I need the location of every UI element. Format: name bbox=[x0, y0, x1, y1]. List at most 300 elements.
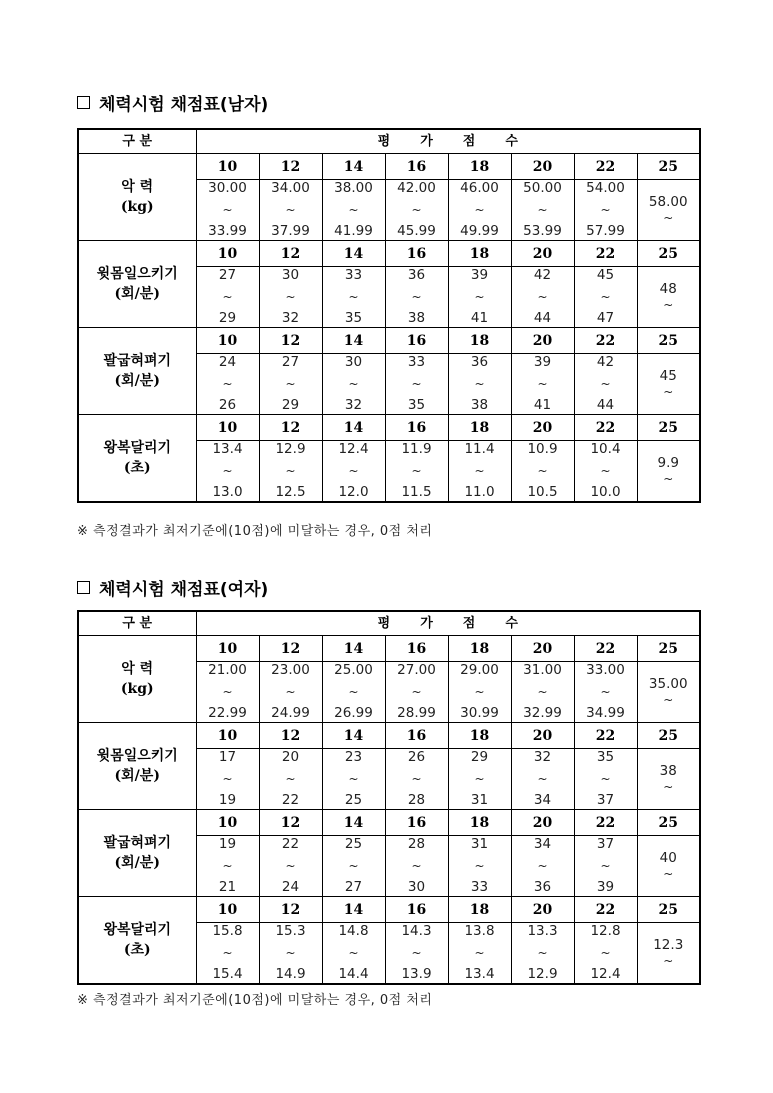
top-range-cell bbox=[637, 662, 700, 723]
range-low: 30 bbox=[281, 267, 300, 283]
range-tilde: ~ bbox=[411, 464, 422, 478]
range-cell bbox=[196, 180, 259, 241]
points-row bbox=[78, 328, 700, 354]
top-range-values bbox=[638, 182, 700, 238]
range-high: 41 bbox=[470, 309, 489, 326]
top-tilde: ~ bbox=[663, 472, 674, 487]
points-cell: 25 bbox=[637, 154, 700, 180]
range-tilde: ~ bbox=[474, 772, 485, 786]
range-values bbox=[323, 269, 385, 325]
range-cell bbox=[385, 836, 448, 897]
range-tilde: ~ bbox=[222, 772, 233, 786]
points-cell: 25 bbox=[637, 241, 700, 267]
range-values bbox=[386, 838, 448, 894]
points-cell: 22 bbox=[574, 723, 637, 749]
range-cell bbox=[259, 662, 322, 723]
range-cell bbox=[448, 180, 511, 241]
points-cell: 25 bbox=[637, 415, 700, 441]
range-high: 12.9 bbox=[527, 965, 558, 982]
male-title-text: 체력시험 채점표(남자) bbox=[99, 94, 269, 115]
range-low: 29 bbox=[470, 749, 489, 765]
range-tilde: ~ bbox=[600, 946, 611, 960]
points-cell: 10 bbox=[196, 415, 259, 441]
range-high: 13.0 bbox=[212, 483, 243, 500]
range-low: 21.00 bbox=[208, 662, 247, 678]
header-score-char: 가 bbox=[420, 616, 433, 631]
range-values bbox=[260, 838, 322, 894]
male-table-title bbox=[77, 90, 268, 114]
range-low: 13.3 bbox=[527, 923, 558, 939]
range-high: 30.99 bbox=[460, 704, 499, 721]
range-high: 15.4 bbox=[212, 965, 243, 982]
range-tilde: ~ bbox=[537, 464, 548, 478]
points-cell: 18 bbox=[448, 415, 511, 441]
points-cell: 16 bbox=[385, 723, 448, 749]
range-cell bbox=[448, 267, 511, 328]
range-tilde: ~ bbox=[411, 377, 422, 391]
range-cell bbox=[196, 923, 259, 985]
range-cell bbox=[385, 267, 448, 328]
range-tilde: ~ bbox=[474, 685, 485, 699]
range-low: 12.9 bbox=[275, 441, 306, 457]
female-table-title bbox=[77, 575, 268, 599]
range-cell bbox=[385, 749, 448, 810]
range-values bbox=[512, 925, 574, 981]
range-cell bbox=[196, 267, 259, 328]
range-tilde: ~ bbox=[474, 377, 485, 391]
range-high: 32 bbox=[344, 396, 363, 413]
range-values bbox=[386, 356, 448, 412]
range-cell bbox=[385, 441, 448, 503]
range-low: 26 bbox=[407, 749, 426, 765]
range-tilde: ~ bbox=[411, 772, 422, 786]
range-cell bbox=[322, 749, 385, 810]
points-cell: 12 bbox=[259, 154, 322, 180]
male-score-section bbox=[77, 90, 699, 550]
event-label bbox=[78, 328, 196, 415]
range-low: 14.8 bbox=[338, 923, 369, 939]
range-tilde: ~ bbox=[600, 859, 611, 873]
points-cell: 16 bbox=[385, 241, 448, 267]
points-cell: 10 bbox=[196, 810, 259, 836]
range-values bbox=[260, 664, 322, 720]
range-high: 38 bbox=[407, 309, 426, 326]
top-range-values bbox=[638, 269, 700, 325]
range-tilde: ~ bbox=[411, 859, 422, 873]
range-tilde: ~ bbox=[285, 946, 296, 960]
points-cell: 25 bbox=[637, 810, 700, 836]
range-high: 12.4 bbox=[590, 965, 621, 982]
top-value: 12.3 bbox=[653, 936, 684, 953]
range-values bbox=[197, 751, 259, 807]
range-values bbox=[449, 269, 511, 325]
range-tilde: ~ bbox=[537, 290, 548, 304]
points-cell: 14 bbox=[322, 810, 385, 836]
range-tilde: ~ bbox=[600, 685, 611, 699]
points-cell: 18 bbox=[448, 636, 511, 662]
range-cell bbox=[574, 354, 637, 415]
points-cell: 10 bbox=[196, 241, 259, 267]
points-cell: 14 bbox=[322, 897, 385, 923]
range-low: 54.00 bbox=[586, 180, 625, 196]
range-values bbox=[323, 925, 385, 981]
range-high: 34.99 bbox=[586, 704, 625, 721]
range-low: 31 bbox=[470, 836, 489, 852]
range-low: 12.4 bbox=[338, 441, 369, 457]
range-high: 22.99 bbox=[208, 704, 247, 721]
range-low: 29.00 bbox=[460, 662, 499, 678]
top-value: 48 bbox=[659, 280, 677, 297]
range-tilde: ~ bbox=[537, 203, 548, 217]
points-row bbox=[78, 723, 700, 749]
female-score-table bbox=[77, 610, 701, 985]
range-cell bbox=[511, 836, 574, 897]
header-score-char: 가 bbox=[420, 134, 433, 149]
range-cell bbox=[511, 441, 574, 503]
range-values bbox=[449, 443, 511, 499]
range-low: 42 bbox=[533, 267, 552, 283]
range-cell bbox=[448, 836, 511, 897]
range-tilde: ~ bbox=[474, 859, 485, 873]
range-tilde: ~ bbox=[537, 685, 548, 699]
range-low: 27 bbox=[281, 354, 300, 370]
points-row bbox=[78, 415, 700, 441]
range-values bbox=[323, 356, 385, 412]
range-low: 27.00 bbox=[397, 662, 436, 678]
range-cell bbox=[322, 836, 385, 897]
range-values bbox=[575, 664, 637, 720]
range-low: 36 bbox=[470, 354, 489, 370]
range-values bbox=[197, 443, 259, 499]
range-high: 26 bbox=[218, 396, 237, 413]
event-label bbox=[78, 154, 196, 241]
range-cell bbox=[574, 662, 637, 723]
points-cell: 18 bbox=[448, 723, 511, 749]
event-name: 팔굽혀펴기 bbox=[103, 352, 172, 369]
points-cell: 10 bbox=[196, 723, 259, 749]
points-cell: 22 bbox=[574, 810, 637, 836]
range-values bbox=[512, 356, 574, 412]
points-cell: 25 bbox=[637, 636, 700, 662]
range-low: 34.00 bbox=[271, 180, 310, 196]
range-cell bbox=[322, 354, 385, 415]
range-cell bbox=[322, 662, 385, 723]
range-values bbox=[386, 751, 448, 807]
range-tilde: ~ bbox=[600, 772, 611, 786]
top-range-values bbox=[638, 443, 700, 499]
points-cell: 12 bbox=[259, 723, 322, 749]
range-values bbox=[386, 925, 448, 981]
range-high: 35 bbox=[344, 309, 363, 326]
range-tilde: ~ bbox=[600, 464, 611, 478]
range-cell bbox=[511, 354, 574, 415]
range-tilde: ~ bbox=[411, 946, 422, 960]
range-cell bbox=[574, 923, 637, 985]
range-tilde: ~ bbox=[222, 290, 233, 304]
range-low: 34 bbox=[533, 836, 552, 852]
range-cell bbox=[511, 180, 574, 241]
range-values bbox=[386, 664, 448, 720]
range-low: 35 bbox=[596, 749, 615, 765]
range-low: 20 bbox=[281, 749, 300, 765]
range-high: 10.5 bbox=[527, 483, 558, 500]
range-high: 44 bbox=[596, 396, 615, 413]
range-tilde: ~ bbox=[285, 772, 296, 786]
range-high: 57.99 bbox=[586, 222, 625, 239]
range-cell bbox=[385, 180, 448, 241]
points-cell: 12 bbox=[259, 636, 322, 662]
range-cell bbox=[196, 662, 259, 723]
event-label bbox=[78, 897, 196, 985]
range-values bbox=[260, 356, 322, 412]
range-low: 23 bbox=[344, 749, 363, 765]
points-cell: 20 bbox=[511, 241, 574, 267]
points-cell: 16 bbox=[385, 810, 448, 836]
top-tilde: ~ bbox=[663, 211, 674, 226]
range-cell bbox=[574, 749, 637, 810]
points-cell: 16 bbox=[385, 328, 448, 354]
points-cell: 20 bbox=[511, 897, 574, 923]
range-low: 39 bbox=[470, 267, 489, 283]
range-cell bbox=[385, 662, 448, 723]
range-tilde: ~ bbox=[348, 377, 359, 391]
range-cell bbox=[574, 267, 637, 328]
range-tilde: ~ bbox=[285, 377, 296, 391]
range-low: 33 bbox=[407, 354, 426, 370]
range-values bbox=[260, 269, 322, 325]
points-cell: 16 bbox=[385, 636, 448, 662]
range-values bbox=[260, 443, 322, 499]
range-high: 24.99 bbox=[271, 704, 310, 721]
range-high: 28.99 bbox=[397, 704, 436, 721]
range-values bbox=[449, 356, 511, 412]
range-low: 25 bbox=[344, 836, 363, 852]
range-cell bbox=[574, 836, 637, 897]
range-tilde: ~ bbox=[348, 203, 359, 217]
range-high: 37 bbox=[596, 791, 615, 808]
range-cell bbox=[322, 267, 385, 328]
range-high: 37.99 bbox=[271, 222, 310, 239]
points-row bbox=[78, 810, 700, 836]
range-low: 24 bbox=[218, 354, 237, 370]
range-tilde: ~ bbox=[474, 290, 485, 304]
range-cell bbox=[322, 441, 385, 503]
top-range-values bbox=[638, 925, 700, 981]
range-cell bbox=[448, 354, 511, 415]
top-range-cell bbox=[637, 180, 700, 241]
range-low: 14.3 bbox=[401, 923, 432, 939]
points-cell: 22 bbox=[574, 328, 637, 354]
range-low: 11.9 bbox=[401, 441, 432, 457]
range-high: 31 bbox=[470, 791, 489, 808]
header-score-char: 평 bbox=[377, 616, 391, 631]
points-cell: 20 bbox=[511, 154, 574, 180]
points-cell: 22 bbox=[574, 154, 637, 180]
range-tilde: ~ bbox=[411, 290, 422, 304]
range-low: 42 bbox=[596, 354, 615, 370]
range-low: 13.8 bbox=[464, 923, 495, 939]
range-low: 22 bbox=[281, 836, 300, 852]
points-row bbox=[78, 241, 700, 267]
range-tilde: ~ bbox=[600, 203, 611, 217]
range-values bbox=[512, 664, 574, 720]
points-cell: 22 bbox=[574, 241, 637, 267]
points-cell: 14 bbox=[322, 241, 385, 267]
points-cell: 20 bbox=[511, 810, 574, 836]
range-values bbox=[197, 269, 259, 325]
event-name: 윗몸일으키기 bbox=[96, 747, 178, 764]
range-tilde: ~ bbox=[537, 859, 548, 873]
range-cell bbox=[322, 180, 385, 241]
range-values bbox=[449, 838, 511, 894]
top-range-cell bbox=[637, 836, 700, 897]
range-values bbox=[197, 838, 259, 894]
range-high: 36 bbox=[533, 878, 552, 895]
header-score-char: 수 bbox=[505, 134, 518, 149]
points-cell: 25 bbox=[637, 328, 700, 354]
range-cell bbox=[259, 441, 322, 503]
range-values bbox=[512, 838, 574, 894]
range-cell bbox=[259, 267, 322, 328]
points-cell: 12 bbox=[259, 415, 322, 441]
range-high: 14.9 bbox=[275, 965, 306, 982]
range-values bbox=[386, 269, 448, 325]
event-name: 왕복달리기 bbox=[103, 921, 172, 938]
range-high: 34 bbox=[533, 791, 552, 808]
range-low: 33.00 bbox=[586, 662, 625, 678]
range-low: 30.00 bbox=[208, 180, 247, 196]
event-unit: (초) bbox=[123, 942, 151, 958]
range-high: 21 bbox=[218, 878, 237, 895]
event-unit: (kg) bbox=[120, 681, 154, 697]
top-tilde: ~ bbox=[663, 298, 674, 313]
range-cell bbox=[448, 749, 511, 810]
event-label bbox=[78, 723, 196, 810]
top-range-cell bbox=[637, 441, 700, 503]
header-score-char: 점 bbox=[462, 134, 476, 149]
range-values bbox=[575, 925, 637, 981]
range-high: 47 bbox=[596, 309, 615, 326]
range-tilde: ~ bbox=[222, 377, 233, 391]
range-tilde: ~ bbox=[348, 290, 359, 304]
male-note: ※ 측정결과가 최저기준에(10점)에 미달하는 경우, 0점 처리 bbox=[77, 523, 433, 539]
range-values bbox=[575, 751, 637, 807]
range-low: 23.00 bbox=[271, 662, 310, 678]
range-low: 38.00 bbox=[334, 180, 373, 196]
range-tilde: ~ bbox=[222, 464, 233, 478]
points-cell: 12 bbox=[259, 241, 322, 267]
range-values bbox=[575, 443, 637, 499]
range-low: 33 bbox=[344, 267, 363, 283]
range-high: 13.4 bbox=[464, 965, 495, 982]
range-tilde: ~ bbox=[222, 946, 233, 960]
points-row bbox=[78, 154, 700, 180]
event-unit: (회/분) bbox=[114, 855, 160, 871]
event-name: 악 력 bbox=[121, 178, 154, 195]
points-cell: 12 bbox=[259, 810, 322, 836]
points-cell: 25 bbox=[637, 723, 700, 749]
points-cell: 20 bbox=[511, 328, 574, 354]
range-high: 11.0 bbox=[464, 483, 495, 500]
header-label: 구 분 bbox=[78, 611, 196, 636]
top-range-values bbox=[638, 838, 700, 894]
range-tilde: ~ bbox=[348, 464, 359, 478]
range-values bbox=[260, 751, 322, 807]
range-high: 45.99 bbox=[397, 222, 436, 239]
points-cell: 18 bbox=[448, 154, 511, 180]
range-tilde: ~ bbox=[411, 685, 422, 699]
range-values bbox=[323, 664, 385, 720]
event-unit: (kg) bbox=[120, 199, 154, 215]
points-cell: 16 bbox=[385, 154, 448, 180]
range-values bbox=[449, 751, 511, 807]
points-cell: 22 bbox=[574, 636, 637, 662]
top-range-cell bbox=[637, 923, 700, 985]
female-note: ※ 측정결과가 최저기준에(10점)에 미달하는 경우, 0점 처리 bbox=[77, 992, 433, 1008]
range-values bbox=[260, 182, 322, 238]
checkbox-square-icon bbox=[77, 96, 90, 109]
range-tilde: ~ bbox=[348, 859, 359, 873]
event-name: 왕복달리기 bbox=[103, 439, 172, 456]
range-values bbox=[512, 751, 574, 807]
points-cell: 18 bbox=[448, 810, 511, 836]
range-values bbox=[323, 751, 385, 807]
points-cell: 16 bbox=[385, 897, 448, 923]
header-score-char: 점 bbox=[462, 616, 476, 631]
top-value: 45 bbox=[659, 367, 677, 384]
top-value: 40 bbox=[659, 849, 677, 866]
range-tilde: ~ bbox=[348, 946, 359, 960]
range-high: 30 bbox=[407, 878, 426, 895]
range-values bbox=[575, 182, 637, 238]
female-score-section bbox=[77, 575, 699, 1015]
points-cell: 12 bbox=[259, 897, 322, 923]
range-tilde: ~ bbox=[348, 685, 359, 699]
range-tilde: ~ bbox=[600, 377, 611, 391]
points-cell: 16 bbox=[385, 415, 448, 441]
range-values bbox=[197, 356, 259, 412]
event-name: 팔굽혀펴기 bbox=[103, 834, 172, 851]
event-label bbox=[78, 415, 196, 503]
range-low: 31.00 bbox=[523, 662, 562, 678]
range-low: 39 bbox=[533, 354, 552, 370]
top-range-cell bbox=[637, 354, 700, 415]
range-cell bbox=[259, 180, 322, 241]
range-tilde: ~ bbox=[411, 203, 422, 217]
range-cell bbox=[322, 923, 385, 985]
range-high: 44 bbox=[533, 309, 552, 326]
range-tilde: ~ bbox=[222, 859, 233, 873]
range-high: 19 bbox=[218, 791, 237, 808]
points-cell: 22 bbox=[574, 415, 637, 441]
points-cell: 18 bbox=[448, 241, 511, 267]
range-values bbox=[449, 664, 511, 720]
range-values bbox=[323, 838, 385, 894]
points-cell: 10 bbox=[196, 636, 259, 662]
range-low: 15.8 bbox=[212, 923, 243, 939]
range-cell bbox=[196, 354, 259, 415]
range-high: 13.9 bbox=[401, 965, 432, 982]
range-high: 29 bbox=[218, 309, 237, 326]
range-high: 22 bbox=[281, 791, 300, 808]
header-score-label bbox=[196, 611, 700, 636]
range-tilde: ~ bbox=[474, 203, 485, 217]
range-cell bbox=[574, 441, 637, 503]
range-high: 32.99 bbox=[523, 704, 562, 721]
points-cell: 20 bbox=[511, 723, 574, 749]
range-values bbox=[449, 182, 511, 238]
range-high: 26.99 bbox=[334, 704, 373, 721]
